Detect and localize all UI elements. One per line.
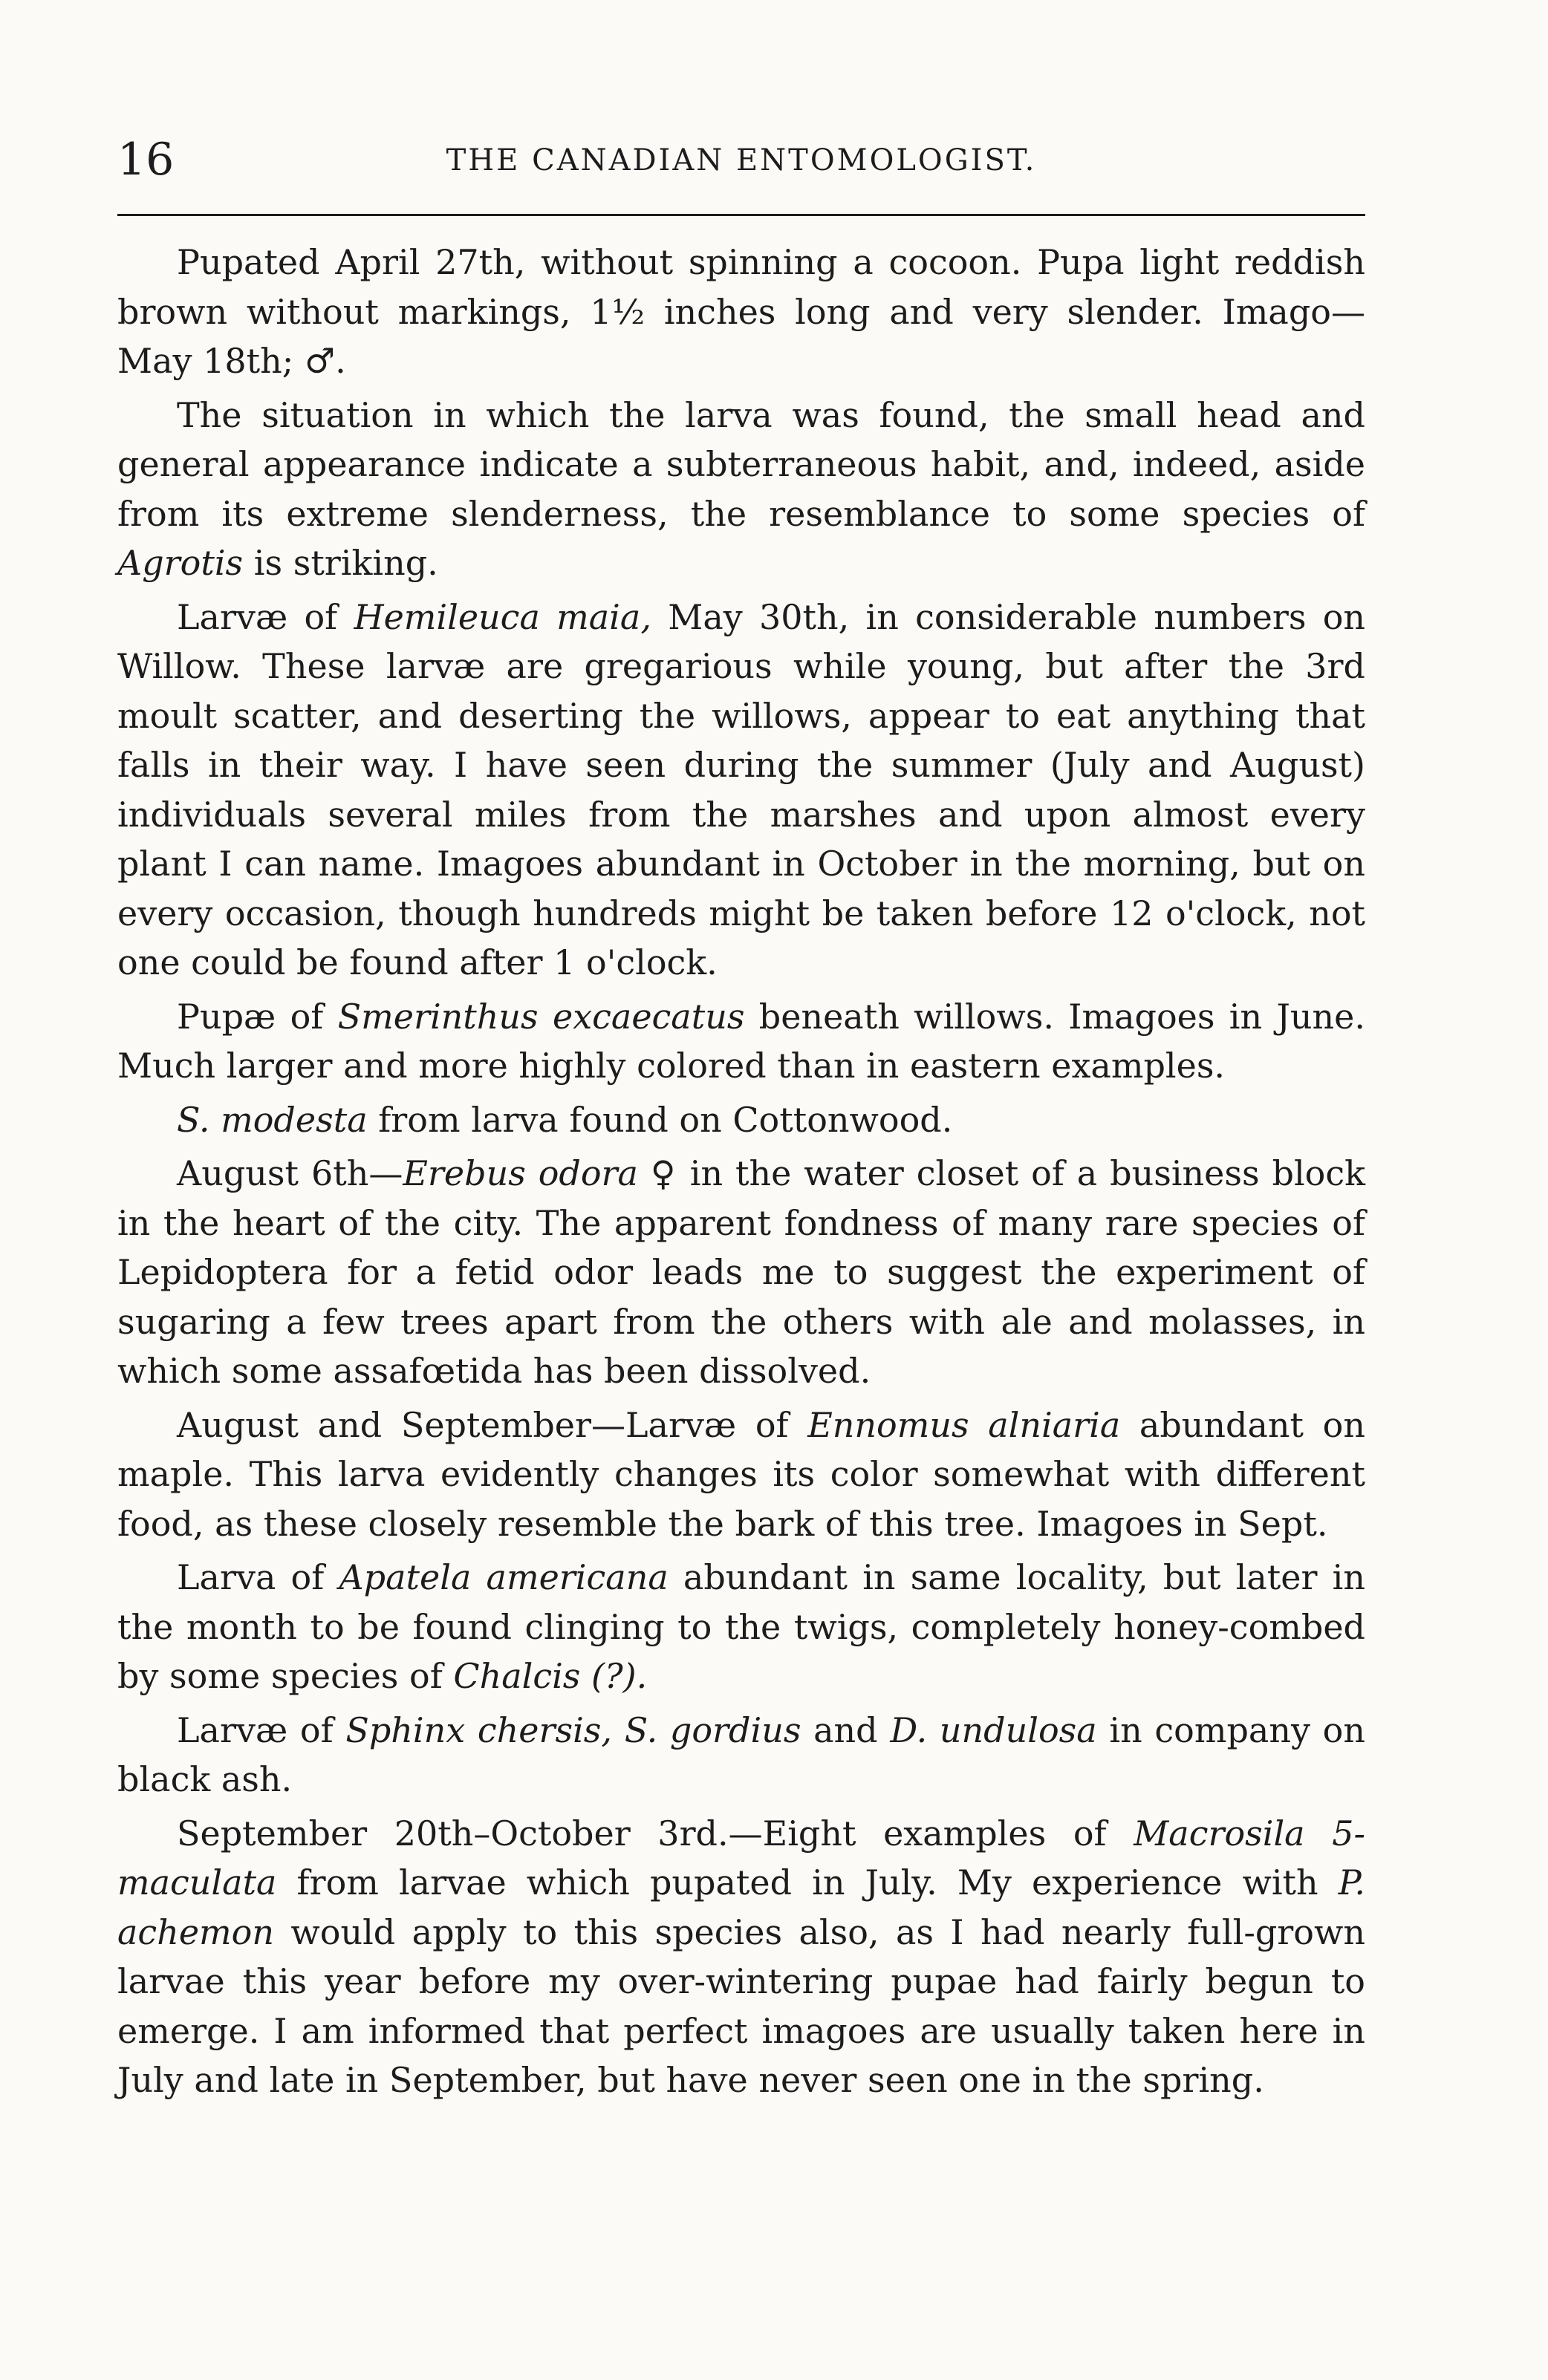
taxon-name: Smerinthus excaecatus <box>337 996 745 1037</box>
taxon-name: Apatela americana <box>339 1557 669 1597</box>
taxon-name: Ennomus alniaria <box>807 1404 1121 1445</box>
page-header <box>117 134 1365 186</box>
body-text <box>117 238 1365 2110</box>
paragraph: Larvæ of Sphinx chersis, S. gordius and D. undulosa in company on black ash. <box>117 1709 1365 1799</box>
paragraph: The situation in which the larva was found, the small head and general appearance indicate a subterraneous habit, and, indeed, aside from its extreme slenderness, the resemblance to some species of Agrotis is striking. <box>117 394 1365 583</box>
paragraph: Pupated April 27th, without spinning a cocoon. Pupa light reddish brown without markings, 1½ inches long and very slender. Imago—May 18th; ♂. <box>117 242 1365 381</box>
paragraph: S. modesta from larva found on Cottonwood. <box>177 1099 953 1140</box>
paragraph: Pupæ of Smerinthus excaecatus beneath willows. Imagoes in June. Much larger and more highly colored than in eastern examples. <box>117 996 1365 1086</box>
page-number: 16 <box>117 134 175 186</box>
header-rule <box>117 214 1365 216</box>
taxon-name: Sphinx chersis, S. gordius <box>345 1709 801 1750</box>
paragraph: Larva of Apatela americana abundant in same locality, but later in the month to be found clinging to the twigs, completely honey-combed by some species of Chalcis (?). <box>117 1557 1365 1696</box>
taxon-name: Hemileuca maia, <box>354 596 651 637</box>
taxon-name: Agrotis <box>117 543 244 583</box>
taxon-name: P. achemon <box>117 1862 1365 1952</box>
running-title: THE CANADIAN ENTOMOLOGIST. <box>446 143 1037 177</box>
paragraph: Larvæ of Hemileuca maia, May 30th, in considerable numbers on Willow. These larvæ are gregarious while young, but after the 3rd moult scatter, and deserting the willows, appear to eat anything that falls in their way. I have seen during the summer (July and August) individuals several miles from the marshes and upon almost every plant I can name. Imagoes abundant in October in the morning, but on every occasion, though hundreds might be taken before 12 o'clock, not one could be found after 1 o'clock. <box>117 596 1366 982</box>
paragraph: September 20th–October 3rd.—Eight examples of Macrosila 5-maculata from larvae which pupated in July. My experience with P. achemon would apply to this species also, as I had nearly full-grown larvae this year before my over-wintering pupae had fairly begun to emerge. I am informed that perfect imagoes are usually taken here in July and late in September, but have never seen one in the spring. <box>117 1813 1365 2100</box>
taxon-name: Macrosila 5-maculata <box>117 1813 1365 1903</box>
taxon-name: Erebus odora <box>403 1153 638 1193</box>
taxon-name: S. modesta <box>177 1099 368 1140</box>
paragraph: August 6th—Erebus odora ♀ in the water closet of a business block in the heart of the city. The apparent fondness of many rare species of Lepidoptera for a fetid odor leads me to suggest the experiment of sugaring a few trees apart from the others with ale and molasses, in which some assafœtida has been dissolved. <box>117 1153 1366 1391</box>
taxon-name: D. undulosa <box>890 1709 1097 1750</box>
taxon-name: Chalcis (?). <box>453 1656 648 1696</box>
paragraph: August and September—Larvæ of Ennomus alniaria abundant on maple. This larva evidently changes its color somewhat with different food, as these closely resemble the bark of this tree. Imagoes in Sept. <box>117 1404 1365 1544</box>
